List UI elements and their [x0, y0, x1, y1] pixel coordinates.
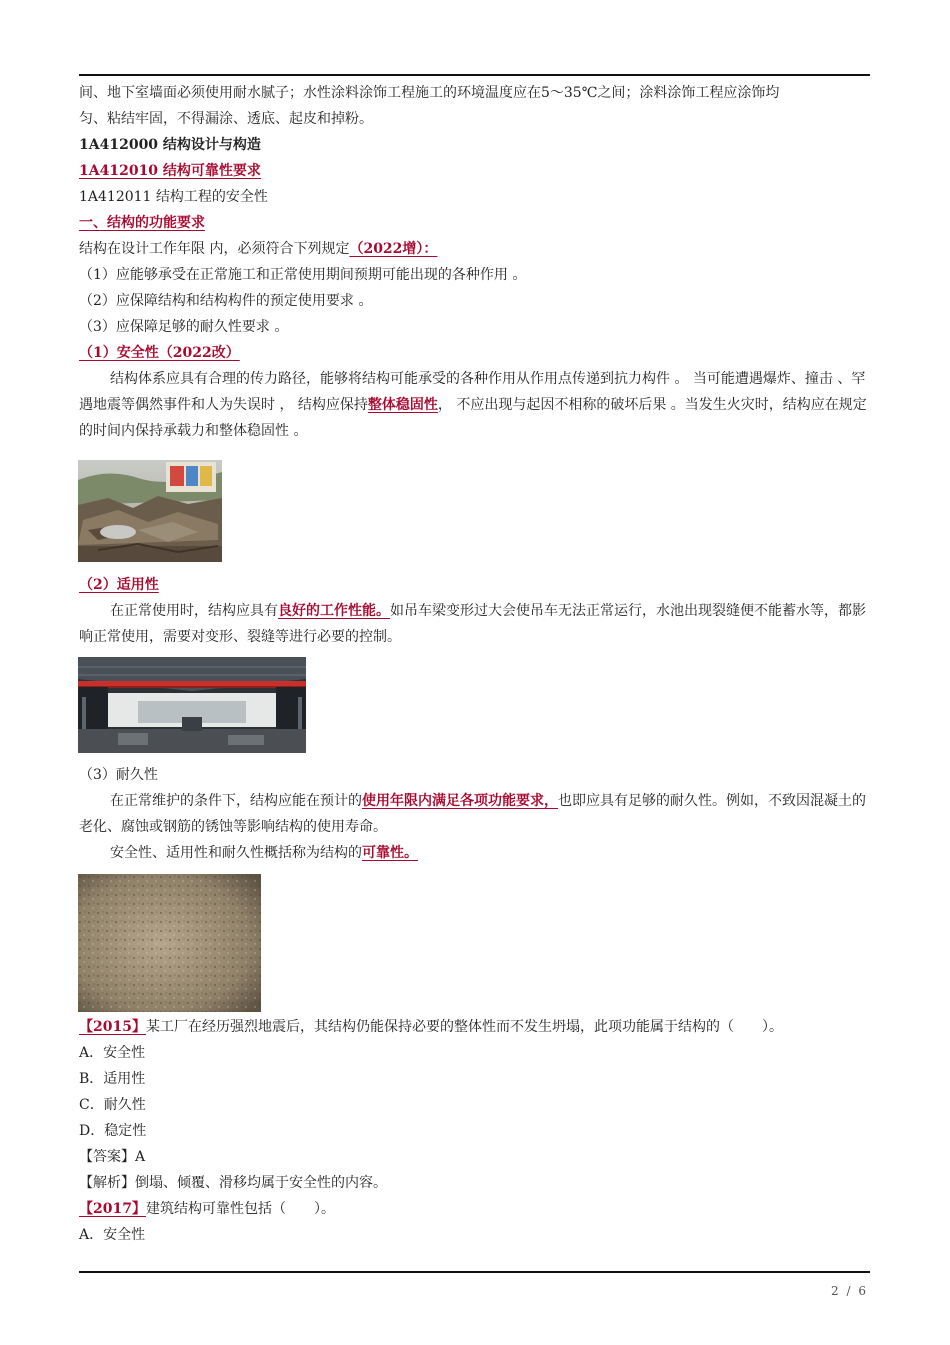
header-rule: [79, 74, 870, 76]
reliability-line: [79, 840, 870, 866]
subsection-heading: 1A412010 结构可靠性要求: [79, 163, 261, 179]
question-year-tag: 【2015】: [79, 1019, 146, 1035]
durability-paragraph: [79, 788, 870, 840]
note-2022-added: （2022增）：: [349, 241, 438, 257]
question-year-tag: 【2017】: [79, 1201, 146, 1217]
text-span: 如吊车梁变形过大会使吊车无法正常运行，水池出现裂缝便不能蓄水等，都影响正常使用，需要对变形、裂缝等进行必要的控制。: [79, 603, 866, 645]
key-term-service-life: 使用年限内满足各项功能要求，: [362, 793, 558, 809]
safety-heading: （1）安全性（2022改）: [79, 345, 240, 361]
question-text: 建筑结构可靠性包括（ ）。: [145, 1201, 335, 1217]
page-number: 2 / 6: [831, 1284, 868, 1298]
text-span: 也即应具有足够的耐久性。例如，不致因混凝土的老化、腐蚀或钢筋的锈蚀等影响结构的使用寿命。: [79, 793, 866, 835]
key-term-integrity: 整体稳固性: [367, 397, 438, 413]
question-text: 某工厂在经历强烈地震后，其结构仍能保持必要的整体性而不发生坍塌，此项功能属于结构的（ ）。: [145, 1019, 783, 1035]
text-line: （3）应保障足够的耐久性要求 。: [79, 319, 289, 335]
text-span: 在正常维护的条件下，结构应能在预计的: [110, 793, 362, 809]
key-term-performance: 良好的工作性能。: [278, 603, 390, 619]
earthquake-collapse-photo: [78, 460, 222, 562]
concrete-texture-photo: [78, 874, 261, 1012]
concrete-image: [78, 874, 261, 1012]
option-d: D．稳定性: [79, 1123, 147, 1139]
durability-heading: （3）耐久性: [79, 767, 158, 783]
safety-paragraph: [79, 366, 870, 444]
option-b: B．适用性: [79, 1071, 146, 1087]
question-2015: [79, 1014, 870, 1040]
text-span: 结构体系应具有合理的传力路径，能够将结构可能承受的各种作用从作用点传递到抗力构件 。 当可能遭遇爆炸、撞击 、罕遇地震等偶然事件和人为失误时 ， 结构应保持: [79, 371, 866, 413]
text-line: 匀、粘结牢固，不得漏涂、透底、起皮和掉粉。: [79, 111, 373, 127]
text-span: ， 不应出现与起因不相称的破坏后果 。当发生火灾时，结构应在规定的时间内保持承载力和整体稳固性 。: [79, 397, 867, 439]
text-line: （2）应保障结构和结构构件的预定使用要求 。: [79, 293, 373, 309]
text-line: （1）应能够承受在正常施工和正常使用期间预期可能出现的各种作用 。: [79, 267, 527, 283]
analysis-line: 【解析】倒塌、倾覆、滑移均属于安全性的内容。: [79, 1175, 387, 1191]
usability-paragraph: [79, 598, 870, 650]
footer-rule: [79, 1271, 870, 1273]
crane-hall-image: [78, 657, 306, 753]
text-span: 结构在设计工作年限 内，必须符合下列规定: [79, 241, 350, 257]
key-term-reliability: 可靠性。: [362, 845, 418, 861]
text-span: 在正常使用时，结构应具有: [110, 603, 278, 619]
text-line: 间、地下室墙面必须使用耐水腻子；水性涂料涂饰工程施工的环境温度应在5～35℃之间；涂料涂饰工程应涂饰均: [79, 85, 780, 101]
section-heading: 1A412000 结构设计与构造: [79, 137, 261, 153]
topic-title: 1A412011 结构工程的安全性: [79, 189, 268, 205]
text-line: [79, 236, 870, 262]
option-a: A．安全性: [79, 1045, 146, 1061]
usability-heading: （2）适用性: [79, 577, 159, 593]
answer-line: 【答案】A: [79, 1149, 146, 1165]
option-a: A．安全性: [79, 1227, 146, 1243]
option-c: C．耐久性: [79, 1097, 146, 1113]
crane-factory-photo: [78, 657, 306, 753]
text-span: 安全性、适用性和耐久性概括称为结构的: [110, 845, 362, 861]
function-requirements-heading: 一、结构的功能要求: [79, 215, 205, 231]
question-2017: [79, 1196, 870, 1222]
rubble-image: [78, 460, 222, 562]
